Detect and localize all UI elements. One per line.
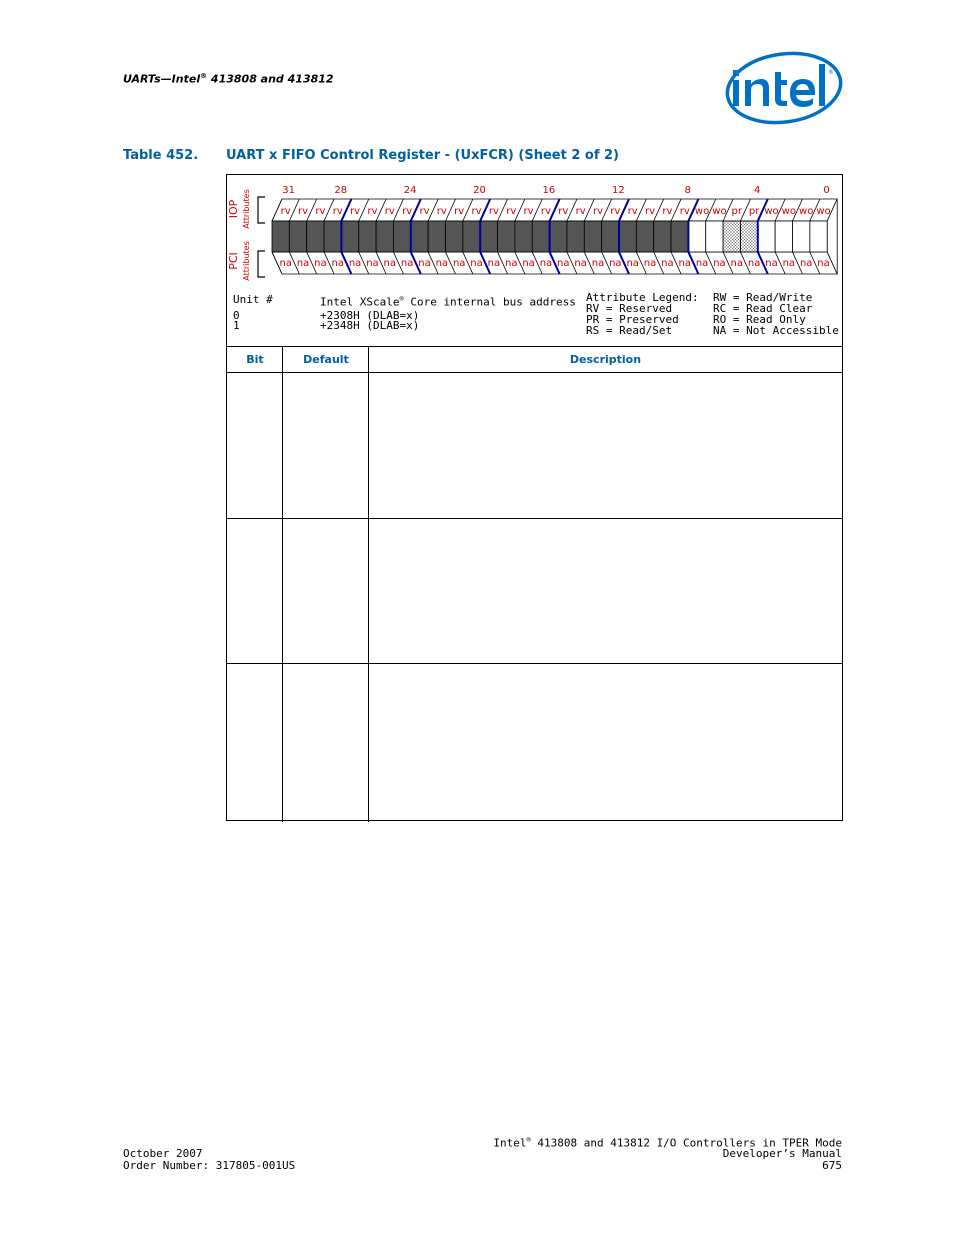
table-number: Table 452.: [123, 148, 199, 163]
pci-attribute-label: na: [504, 258, 518, 269]
bit-cell: [688, 221, 705, 252]
pci-attribute-label: na: [817, 258, 830, 269]
bit-cell: [706, 221, 723, 252]
bit-number-label: 24: [403, 185, 417, 196]
bracket-top: [258, 197, 265, 223]
iop-attribute-label: rv: [384, 206, 395, 217]
iop-attribute-label: rv: [419, 206, 430, 217]
iop-attribute-label: rv: [540, 206, 551, 217]
unit-number-0: 0: [233, 309, 240, 322]
bit-cell: [775, 221, 792, 252]
iop-attributes-label: Attributes: [242, 189, 251, 229]
pci-attribute-label: na: [348, 258, 362, 269]
pci-attribute-label: na: [661, 258, 674, 269]
bit-number-label: 4: [753, 185, 761, 196]
bit-cell: [532, 221, 549, 252]
pci-attribute-label: na: [522, 258, 535, 269]
pci-attribute-label: na: [487, 258, 501, 269]
pci-attribute-label: na: [383, 258, 397, 269]
pci-attribute-label: na: [695, 258, 709, 269]
bit-number-label: 20: [473, 185, 486, 196]
pci-attribute-label: na: [452, 258, 466, 269]
pci-attribute-label: na: [747, 258, 761, 269]
iop-attribute-label: rv: [592, 206, 603, 217]
registered-mark: ®: [526, 1136, 531, 1144]
bit-cell: [359, 221, 376, 252]
iop-attribute-label: wo: [712, 206, 727, 217]
pci-attribute-label: na: [591, 258, 605, 269]
pci-attribute-label: na: [626, 258, 639, 269]
pci-attribute-label: na: [609, 258, 622, 269]
pci-attribute-label: na: [279, 258, 292, 269]
iop-attribute-label: pr: [731, 206, 743, 217]
pci-attribute-label: na: [557, 258, 570, 269]
bit-number-label: 16: [542, 185, 556, 196]
footer-product-post: 413808 and 413812 I/O Controllers in TPER Mode: [530, 1136, 842, 1150]
iop-attribute-label: rv: [523, 206, 534, 217]
iop-attribute-label: rv: [645, 206, 656, 217]
iop-attribute-label: rv: [627, 206, 638, 217]
unit-number-1: 1: [233, 319, 240, 332]
iop-attribute-label: rv: [436, 206, 447, 217]
iop-attribute-label: pr: [748, 206, 760, 217]
bit-cell: [758, 221, 775, 252]
legend-item: PR = Preserved: [586, 313, 679, 326]
pci-attribute-label: na: [366, 258, 379, 269]
bit-number-label: 12: [611, 185, 625, 196]
bit-cell: [324, 221, 341, 252]
footer-manual: Developer’s Manual: [722, 1147, 842, 1160]
iop-attribute-label: rv: [315, 206, 326, 217]
iop-attribute-label: rv: [506, 206, 517, 217]
pci-attribute-label: na: [713, 258, 726, 269]
bit-cell: [411, 221, 428, 252]
bit-cell: [671, 221, 688, 252]
registered-mark: ®: [399, 295, 404, 303]
unit-address-1: +2348H (DLAB=x): [320, 319, 420, 332]
pci-attribute-label: na: [678, 258, 691, 269]
column-header-bit: Bit: [227, 346, 283, 373]
column-header-description: Description: [369, 346, 842, 373]
bit-number-label: 0: [823, 185, 830, 196]
iop-attribute-label: rv: [367, 206, 378, 217]
column-header-default: Default: [283, 346, 369, 373]
svg-text:®: ®: [828, 69, 834, 76]
legend-item: NA = Not Accessible: [713, 324, 839, 337]
bit-cell: [567, 221, 584, 252]
address-label: [320, 294, 576, 308]
pci-attribute-label: na: [331, 258, 344, 269]
legend-title: Attribute Legend:: [586, 291, 699, 304]
iop-attribute-label: rv: [610, 206, 621, 217]
pci-attribute-label: na: [314, 258, 327, 269]
footer-date: October 2007: [123, 1147, 203, 1160]
table-row: [227, 664, 842, 820]
table-title: [123, 148, 619, 163]
bit-number-label: 28: [334, 185, 348, 196]
unit-address-0: +2308H (DLAB=x): [320, 309, 420, 322]
pci-attribute-label: na: [435, 258, 449, 269]
legend-item: RW = Read/Write: [713, 291, 813, 304]
bit-cell: [393, 221, 410, 252]
bit-cell: [550, 221, 567, 252]
pci-attribute-label: na: [470, 258, 483, 269]
legend-item: RS = Read/Set: [586, 324, 673, 337]
running-header-prefix: UARTs—Intel: [123, 72, 201, 86]
pci-attributes-label: Attributes: [242, 241, 251, 281]
running-header-suffix: 413808 and 413812: [207, 72, 334, 86]
iop-attribute-label: wo: [816, 206, 831, 217]
legend-item: RV = Reserved: [586, 302, 673, 315]
bit-cell: [636, 221, 653, 252]
bit-cell: [793, 221, 810, 252]
pci-attribute-label: na: [765, 258, 778, 269]
bit-cell: [428, 221, 445, 252]
legend-item: RC = Read Clear: [713, 302, 813, 315]
bit-cell: [272, 221, 289, 252]
bit-cell: [740, 221, 757, 252]
footer-order-number: Order Number: 317805-001US: [123, 1159, 296, 1172]
iop-attribute-label: rv: [350, 206, 361, 217]
bit-cell: [463, 221, 480, 252]
iop-attribute-label: rv: [662, 206, 673, 217]
bracket-bottom: [258, 251, 265, 277]
bit-cell: [584, 221, 601, 252]
footer-page-number: 675: [822, 1159, 842, 1172]
footer-product-pre: Intel: [493, 1136, 527, 1150]
pci-attribute-label: na: [418, 258, 431, 269]
bit-cell: [480, 221, 497, 252]
bit-cell: [341, 221, 358, 252]
table-row: [227, 519, 842, 663]
pci-attribute-label: na: [782, 258, 796, 269]
legend-item: RO = Read Only: [713, 313, 806, 326]
bit-cell: [723, 221, 740, 252]
address-label-post: Core internal bus address: [403, 295, 576, 309]
iop-attribute-label: rv: [471, 206, 482, 217]
iop-attribute-label: wo: [781, 206, 796, 217]
bit-number-label: 8: [684, 185, 691, 196]
running-header: [123, 72, 334, 86]
bit-cell: [498, 221, 515, 252]
bit-cell: [654, 221, 671, 252]
pci-attribute-label: na: [643, 258, 657, 269]
iop-side-label: IOP: [227, 199, 240, 219]
iop-attribute-label: rv: [454, 206, 465, 217]
iop-attribute-label: rv: [332, 206, 343, 217]
bit-cell: [376, 221, 393, 252]
bit-cell: [602, 221, 619, 252]
table-caption: UART x FIFO Control Register - (UxFCR) (Sheet 2 of 2): [226, 148, 619, 163]
pci-attribute-label: na: [574, 258, 587, 269]
bit-cell: [446, 221, 463, 252]
pci-attribute-label: na: [539, 258, 553, 269]
pci-attribute-label: na: [400, 258, 414, 269]
iop-attribute-label: rv: [488, 206, 499, 217]
iop-attribute-label: rv: [558, 206, 569, 217]
iop-attribute-label: wo: [799, 206, 814, 217]
intel-logo: [724, 50, 844, 128]
iop-attribute-label: rv: [575, 206, 586, 217]
bit-cell: [515, 221, 532, 252]
unit-label: Unit #: [233, 293, 273, 306]
registered-mark: ®: [200, 72, 208, 80]
pci-attribute-label: na: [799, 258, 813, 269]
bit-cell: [307, 221, 324, 252]
address-label-pre: Intel XScale: [320, 295, 400, 309]
pci-side-label: PCI: [227, 252, 240, 270]
bit-cell: [810, 221, 827, 252]
pci-attribute-label: na: [730, 258, 744, 269]
pci-attribute-label: na: [296, 258, 310, 269]
iop-attribute-label: rv: [280, 206, 291, 217]
iop-attribute-label: wo: [694, 206, 710, 217]
bit-cell: [619, 221, 636, 252]
bit-number-label: 31: [282, 185, 296, 196]
register-table: [226, 174, 843, 821]
iop-attribute-label: rv: [298, 206, 309, 217]
iop-attribute-label: rv: [679, 206, 690, 217]
iop-attribute-label: rv: [402, 206, 413, 217]
table-row: [227, 373, 842, 518]
iop-attribute-label: wo: [764, 206, 779, 217]
bit-cell: [289, 221, 306, 252]
